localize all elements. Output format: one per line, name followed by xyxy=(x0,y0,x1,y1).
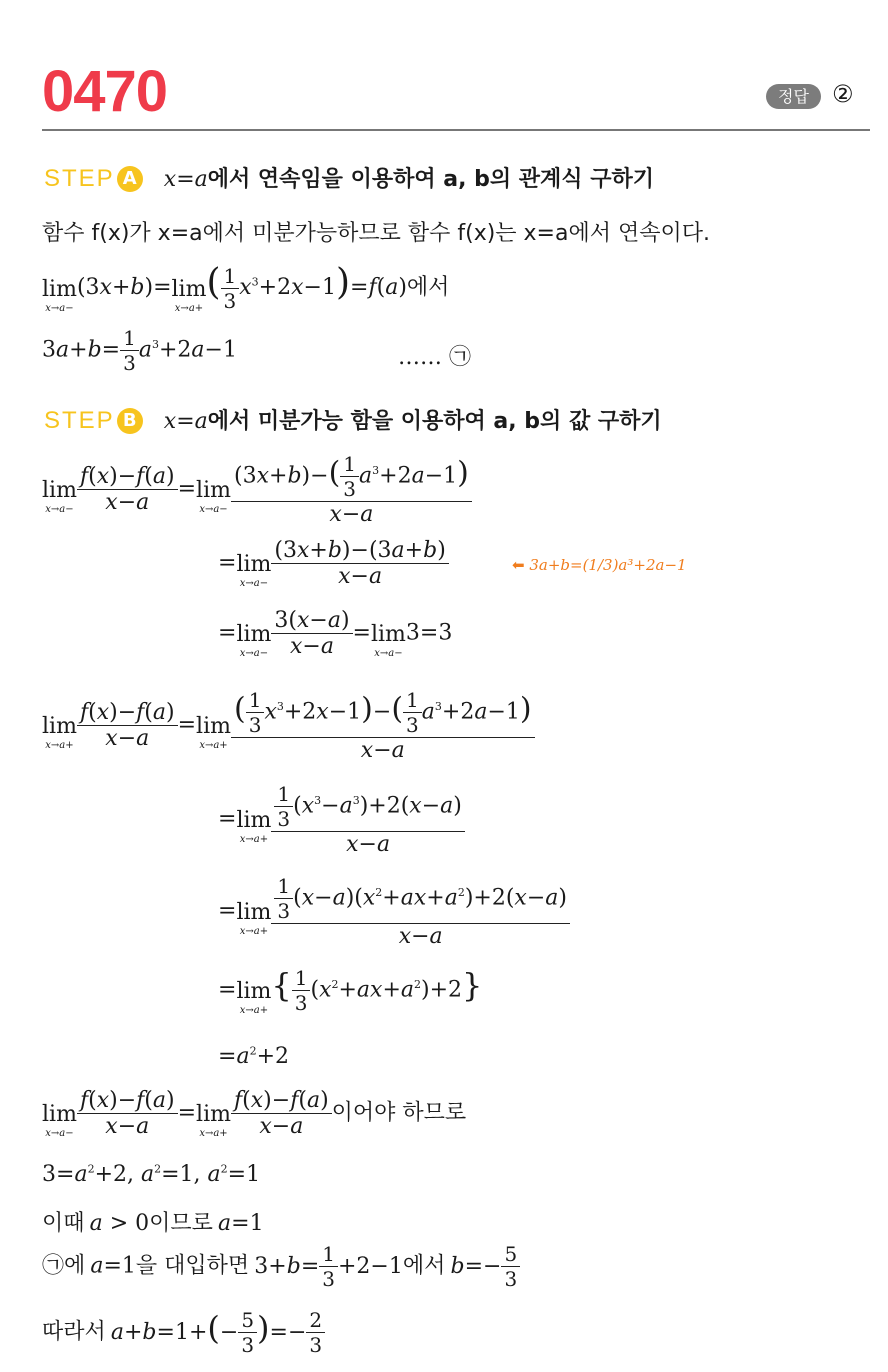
eq-a-value: 이때 a > 0이므로 a=1 xyxy=(42,1211,264,1236)
hint-arrow-icon: ⬅ xyxy=(512,556,525,574)
answer-value: ② xyxy=(832,80,854,108)
eq-right-step2: =lim x→a+ $\frac{1}{3}$ $(x^3-a^3)+2(x-a)$ x−a xyxy=(218,782,465,857)
hint-note: ⬅ 3a+b=(1/3)a³+2a−1 xyxy=(512,556,687,574)
eq-right-derivative: lim x→a+ $\frac{f(x)-f(a)}{x-a}$ =lim x→a+ ( $\frac{1}{3}$ $x^3+2x-1)-$( $\frac{1}{3}$ $a^3+2a-1$) x−a xyxy=(42,688,535,763)
eq-relation: 3a+b= $\frac{1}{3}$ $a^3+2a-1$ xyxy=(42,326,237,375)
step-b-heading: STEP B x=a에서 미분가능 함을 이용하여 a, b의 값 구하기 xyxy=(44,407,662,434)
answer-badge: 정답 xyxy=(766,84,821,109)
step-b-letter: B xyxy=(117,408,143,434)
step-a-title: 에서 연속임을 이용하여 a, b의 관계식 구하기 xyxy=(207,167,654,192)
eq-left-step2: =lim x→a− $\frac{(3x+b)-(3a+b)}{x-a}$ xyxy=(218,538,449,589)
header-divider xyxy=(42,129,870,131)
step-b-label: STEP xyxy=(44,407,115,434)
ref-mark: …… ㉠ xyxy=(398,345,471,370)
text-line-1: 함수 f(x)가 x=a에서 미분가능하므로 함수 f(x)는 x=a에서 연속이다. xyxy=(42,221,710,246)
step-a-heading: STEP A x=a에서 연속임을 이용하여 a, b의 관계식 구하기 xyxy=(44,165,654,192)
eq-final: 따라서 a+b=1+(− $\frac{5}{3}$ )=− $\frac{2}{3}$ xyxy=(42,1308,325,1357)
eq-continuity: lim x→a− (3x+b)=lim x→a+ ( $\frac{1}{3}$ $x^3+2x-1)=f(a)$에서 xyxy=(42,262,450,314)
eq-left-derivative: lim x→a− $\frac{f(x)-f(a)}{x-a}$ =lim x→a− (3x+b)−( $\frac{1}{3}$ $a^3+2a-1$) x−a xyxy=(42,452,472,527)
eq-b-value: ㉠에 a=1을 대입하면 3+b= $\frac{1}{3}$ +2−1에서 b=− $\frac{5}{3}$ xyxy=(42,1242,520,1291)
eq-right-step3: =lim x→a+ $\frac{1}{3}$ $(x-a)(x^2+ax+a^2)+2(x-a)$ x−a xyxy=(218,874,570,949)
eq-right-step4: =lim x→a+ { $\frac{1}{3}$ $(x^2+ax+a^2)+2$} xyxy=(218,966,483,1016)
problem-number: 0470 xyxy=(42,59,168,124)
eq-solve-a: $3=a^2+2$, $a^2=1$, $a^2=1$ xyxy=(42,1162,261,1187)
answer-area xyxy=(766,80,854,108)
eq-equal-condition: lim x→a− $\frac{f(x)-f(a)}{x-a}$ =lim x→a+ $\frac{f(x)-f(a)}{x-a}$ 이어야 하므로 xyxy=(42,1088,467,1139)
step-a-label: STEP xyxy=(44,165,115,192)
eq-right-step5: $=a^2+2$ xyxy=(218,1044,289,1069)
step-a-letter: A xyxy=(117,166,143,192)
step-b-title: 에서 미분가능 함을 이용하여 a, b의 값 구하기 xyxy=(207,409,662,434)
eq-left-step3: =lim x→a− $\frac{3(x-a)}{x-a}$ =lim x→a− 3=3 xyxy=(218,608,453,659)
